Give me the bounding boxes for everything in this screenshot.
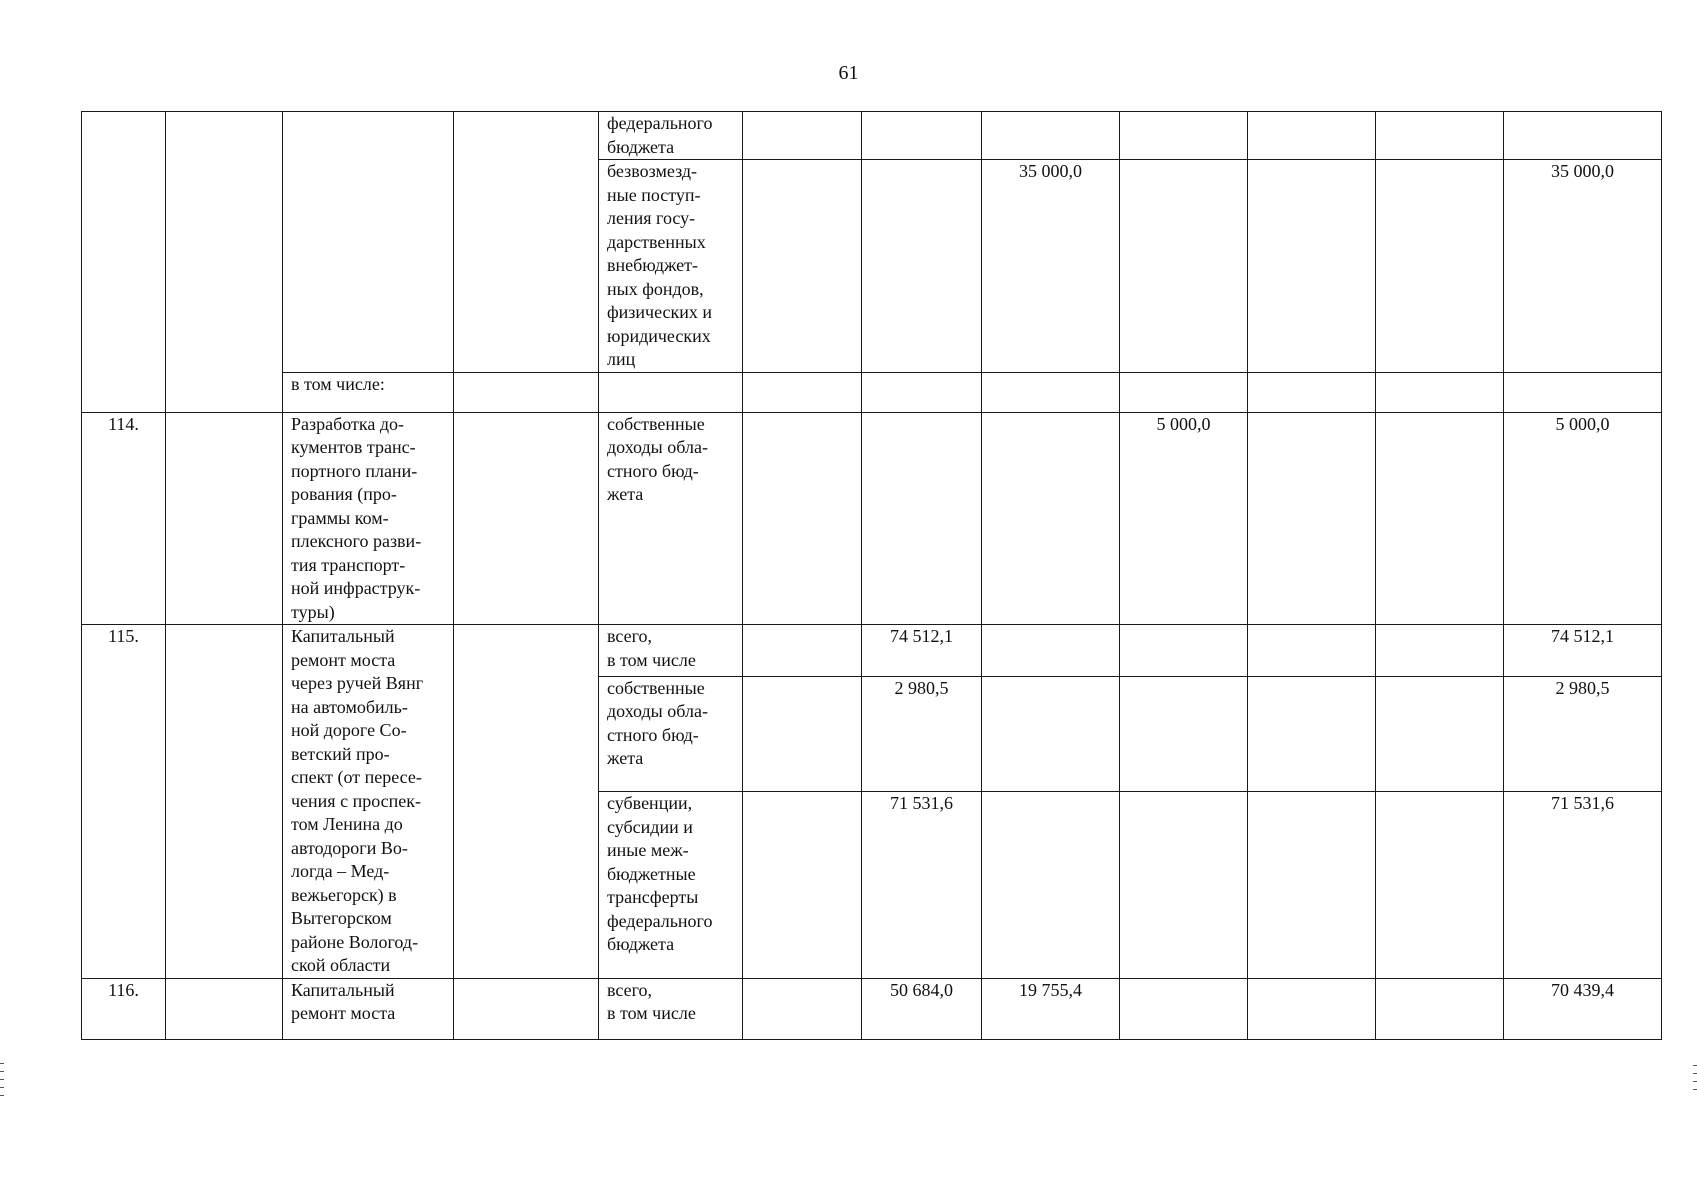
empty-cell [1248,792,1376,978]
empty-cell [1376,978,1504,1039]
empty-cell [1248,160,1376,373]
subtotal-label: в том числе: [283,372,454,412]
total-cell: 70 439,4 [1504,978,1662,1039]
empty-cell [82,112,166,413]
empty-cell [283,112,454,373]
amount-cell: 74 512,1 [862,625,982,677]
empty-cell [1120,112,1248,160]
empty-cell [1376,372,1504,412]
table-row [82,112,1662,160]
empty-cell [1248,112,1376,160]
empty-cell [1376,625,1504,677]
empty-cell [982,112,1120,160]
empty-cell [1248,412,1376,625]
funding-source-cell: всего, в том числе [599,625,743,677]
empty-cell [1504,372,1662,412]
empty-cell [982,676,1120,791]
empty-cell [1376,112,1504,160]
row-number: 114. [82,412,166,625]
empty-cell [982,792,1120,978]
table-row [82,412,1662,625]
amount-cell: 19 755,4 [982,978,1120,1039]
funding-source-cell: безвозмезд- ные поступ- ления госу- дарственных внебюджет- ных фондов, физических и юридических лиц [599,160,743,373]
amount-cell: 50 684,0 [862,978,982,1039]
empty-cell [1248,372,1376,412]
scan-artifact [1693,1065,1697,1066]
empty-cell [743,372,862,412]
empty-cell [743,112,862,160]
scan-artifact [0,1087,4,1088]
empty-cell [1248,625,1376,677]
empty-cell [743,160,862,373]
empty-cell [1120,625,1248,677]
row-number: 116. [82,978,166,1039]
empty-cell [1376,160,1504,373]
scan-artifact [1693,1081,1697,1082]
scan-artifact [0,1063,4,1064]
empty-cell [454,372,599,412]
scan-artifact [0,1079,4,1080]
funding-source-cell: собственные доходы обла- стного бюд- жета [599,676,743,791]
scan-artifact [0,1071,4,1072]
funding-source-cell: федерального бюджета [599,112,743,160]
empty-cell [166,412,283,625]
empty-cell [454,625,599,979]
empty-cell [166,625,283,979]
empty-cell [862,412,982,625]
empty-cell [743,978,862,1039]
empty-cell [982,412,1120,625]
item-name: Капитальный ремонт моста [283,978,454,1039]
scan-artifact [1693,1073,1697,1074]
empty-cell [599,372,743,412]
empty-cell [1120,372,1248,412]
empty-cell [1120,978,1248,1039]
empty-cell [743,625,862,677]
empty-cell [454,412,599,625]
empty-cell [1376,412,1504,625]
empty-cell [862,112,982,160]
amount-cell: 2 980,5 [862,676,982,791]
empty-cell [743,676,862,791]
empty-cell [982,625,1120,677]
total-cell: 5 000,0 [1504,412,1662,625]
total-cell: 74 512,1 [1504,625,1662,677]
table-row [82,625,1662,677]
empty-cell [454,978,599,1039]
empty-cell [166,112,283,413]
empty-cell [1248,978,1376,1039]
empty-cell [743,412,862,625]
amount-cell: 5 000,0 [1120,412,1248,625]
empty-cell [166,978,283,1039]
budget-table [81,111,1662,1040]
amount-cell: 71 531,6 [862,792,982,978]
empty-cell [1376,792,1504,978]
empty-cell [1504,112,1662,160]
empty-cell [982,372,1120,412]
scan-artifact [0,1095,4,1096]
empty-cell [1248,676,1376,791]
total-cell: 71 531,6 [1504,792,1662,978]
item-name: Разработка до- кументов транс- портного плани- рования (про- граммы ком- плексного разви- тия транспорт- ной инфраструк- туры) [283,412,454,625]
scan-artifact [1693,1089,1697,1090]
empty-cell [1120,792,1248,978]
empty-cell [1376,676,1504,791]
table-row [82,372,1662,412]
table-row [82,978,1662,1039]
funding-source-cell: собственные доходы обла- стного бюд- жета [599,412,743,625]
empty-cell [743,792,862,978]
empty-cell [862,372,982,412]
item-name: Капитальный ремонт моста через ручей Вянг на автомобиль- ной дороге Со- ветский про- спект (от пересе- чения с проспек- том Ленина до автодороги Во- логда – Мед- вежьегорск) в Вытегорском районе Вологод- ской области [283,625,454,979]
empty-cell [454,112,599,373]
funding-source-cell: всего, в том числе [599,978,743,1039]
empty-cell [862,160,982,373]
empty-cell [1120,160,1248,373]
amount-cell: 35 000,0 [982,160,1120,373]
total-cell: 2 980,5 [1504,676,1662,791]
page-number: 61 [838,62,859,84]
total-cell: 35 000,0 [1504,160,1662,373]
row-number: 115. [82,625,166,979]
empty-cell [1120,676,1248,791]
funding-source-cell: субвенции, субсидии и иные меж- бюджетные трансферты федерального бюджета [599,792,743,978]
